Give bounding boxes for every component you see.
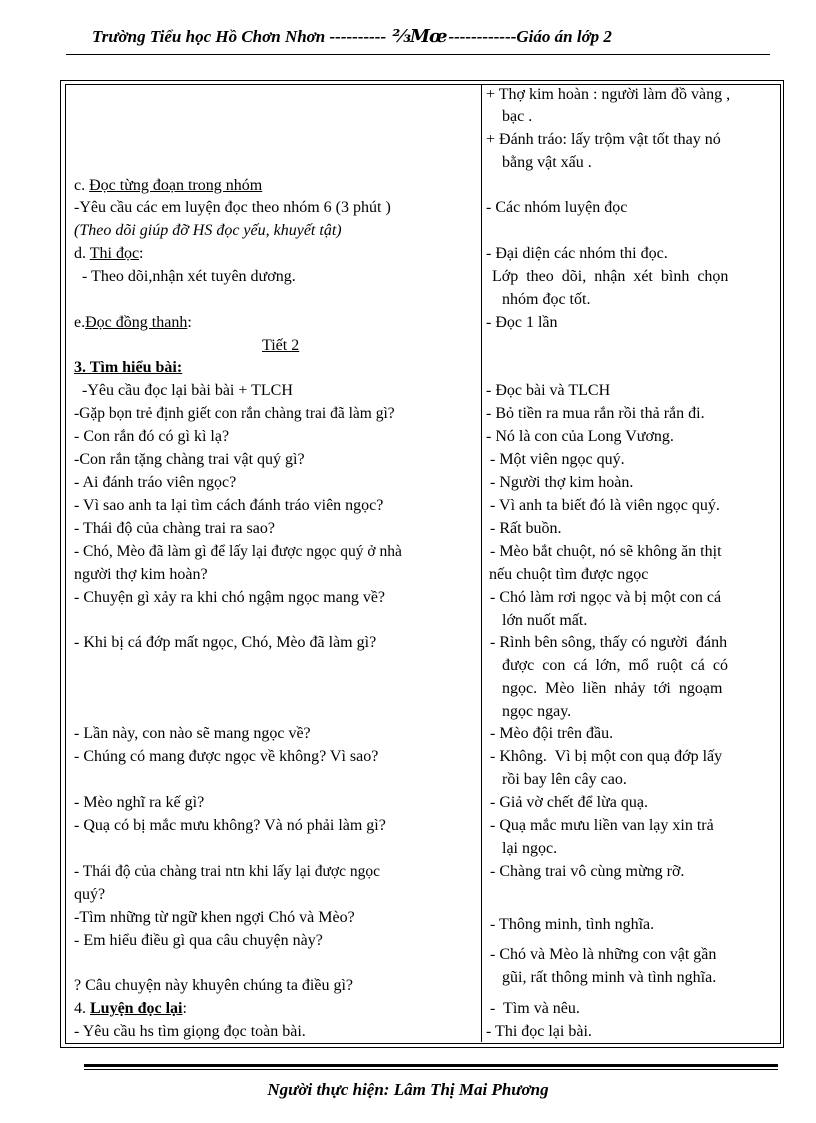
question: quý? [74, 886, 106, 903]
answer: - Giả vờ chết để lừa quạ. [486, 794, 648, 811]
question: -Con rắn tặng chàng trai vật quý gì? [74, 451, 305, 468]
question: -Yêu cầu đọc lại bài bài + TLCH [74, 382, 293, 399]
question: - Mèo nghĩ ra kế gì? [74, 794, 205, 811]
answer: - Thi đọc lại bài. [486, 1023, 592, 1040]
question: người thợ kim hoàn? [74, 566, 208, 583]
left-line: - Theo dõi,nhận xét tuyên dương. [74, 268, 296, 285]
answer: nhóm đọc tốt. [502, 291, 591, 308]
question: - Vì sao anh ta lại tìm cách đánh tráo viên ngọc? [74, 497, 384, 514]
answer: - Đại diện các nhóm thi đọc. [486, 245, 668, 262]
question: - Chó, Mèo đã làm gì để lấy lại được ngọc quý ở nhà [74, 543, 402, 560]
answer: - Tìm và nêu. [486, 1000, 580, 1017]
header-rule [66, 54, 770, 55]
section-4-title: 4. Luyện đọc lại: [74, 1000, 187, 1017]
question: -Gặp bọn trẻ định giết con rắn chàng trai đã làm gì? [74, 405, 395, 422]
section-d: d. Thi đọc: [74, 245, 144, 262]
answer: lớn nuốt mất. [502, 612, 588, 629]
footer-rule [84, 1069, 778, 1070]
answer: - Thông minh, tình nghĩa. [486, 916, 655, 933]
question: -Tìm những từ ngữ khen ngợi Chó và Mèo? [74, 909, 355, 926]
answer: được con cá lớn, mổ ruột cá có [502, 657, 728, 674]
answer: bằng vật xấu . [502, 154, 592, 171]
question: - Thái độ của chàng trai ra sao? [74, 520, 275, 537]
column-divider [481, 84, 482, 1042]
lesson-title: Tiết 2 [262, 337, 300, 354]
answer: + Đánh tráo: lấy trộm vật tốt thay nó [486, 131, 721, 148]
answer: lại ngọc. [502, 840, 558, 857]
question: - Chuyện gì xảy ra khi chó ngậm ngọc mang về? [74, 589, 386, 606]
page-header [92, 26, 732, 47]
answer: - Chó làm rơi ngọc và bị một con cá [486, 589, 722, 606]
question: - Lần này, con nào sẽ mang ngọc về? [74, 725, 311, 742]
question: - Em hiểu điều gì qua câu chuyện này? [74, 932, 323, 949]
question: - Khi bị cá đớp mất ngọc, Chó, Mèo đã làm gì? [74, 634, 377, 651]
question: - Thái độ của chàng trai ntn khi lấy lại được ngọc [74, 863, 380, 880]
left-line: (Theo dõi giúp đỡ HS đọc yếu, khuyết tật) [74, 222, 342, 239]
answer: bạc . [502, 108, 533, 125]
answer: - Quạ mắc mưu liền van lạy xin trả [486, 817, 714, 834]
answer: - Đọc 1 lần [486, 314, 558, 331]
answer: - Không. Vì bị một con quạ đớp lấy [486, 748, 723, 765]
answer: - Vì anh ta biết đó là viên ngọc quý. [486, 497, 720, 514]
answer: Lớp theo dõi, nhận xét bình chọn [492, 268, 729, 285]
answer: ngọc. Mèo liền nhảy tới ngoạm [502, 680, 723, 697]
answer: + Thợ kim hoàn : người làm đồ vàng , [486, 86, 731, 103]
answer: - Người thợ kim hoàn. [486, 474, 634, 491]
school-name: Trường Tiểu học Hồ Chơn Nhơn ---------- [92, 27, 387, 46]
answer: ngọc ngay. [502, 703, 572, 720]
answer: - Chàng trai vô cùng mừng rỡ. [486, 863, 685, 880]
question: - Con rắn đó có gì kì lạ? [74, 428, 230, 445]
answer: - Mèo bắt chuột, nó sẽ không ăn thịt [486, 543, 722, 560]
answer: - Bỏ tiền ra mua rắn rồi thả rắn đi. [486, 405, 705, 422]
question: - Ai đánh tráo viên ngọc? [74, 474, 237, 491]
answer: - Chó và Mèo là những con vật gần [486, 946, 717, 963]
answer: - Các nhóm luyện đọc [486, 199, 628, 216]
answer: - Nó là con của Long Vương. [486, 428, 674, 445]
answer: rồi bay lên cây cao. [502, 771, 627, 788]
answer: nếu chuột tìm được ngọc [489, 566, 649, 583]
section-3-title: 3. Tìm hiểu bài: [74, 359, 183, 376]
answer: gũi, rất thông minh và tình nghĩa. [502, 969, 717, 986]
logo-icon: ⅔Mœ [392, 26, 447, 47]
question: - Yêu cầu hs tìm giọng đọc toàn bài. [74, 1023, 306, 1040]
answer: - Mèo đội trên đầu. [486, 725, 614, 742]
section-c: c. Đọc từng đoạn trong nhóm [74, 177, 263, 194]
header-class: ------------Giáo án lớp 2 [448, 27, 612, 46]
question: - Quạ có bị mắc mưu không? Và nó phải làm gì? [74, 817, 386, 834]
answer: - Một viên ngọc quý. [486, 451, 625, 468]
answer: - Đọc bài và TLCH [486, 382, 611, 399]
left-line: -Yêu cầu các em luyện đọc theo nhóm 6 (3 phút ) [74, 199, 391, 216]
question: - Chúng có mang được ngọc về không? Vì sao? [74, 748, 379, 765]
answer: - Rất buồn. [486, 520, 562, 537]
question: ? Câu chuyện này khuyên chúng ta điều gì? [74, 977, 354, 994]
answer: - Rình bên sông, thấy có người đánh [486, 634, 728, 651]
section-e: e.Đọc đồng thanh: [74, 314, 192, 331]
author-line: Người thực hiện: Lâm Thị Mai Phương [267, 1080, 549, 1099]
footer-rule [84, 1064, 778, 1067]
